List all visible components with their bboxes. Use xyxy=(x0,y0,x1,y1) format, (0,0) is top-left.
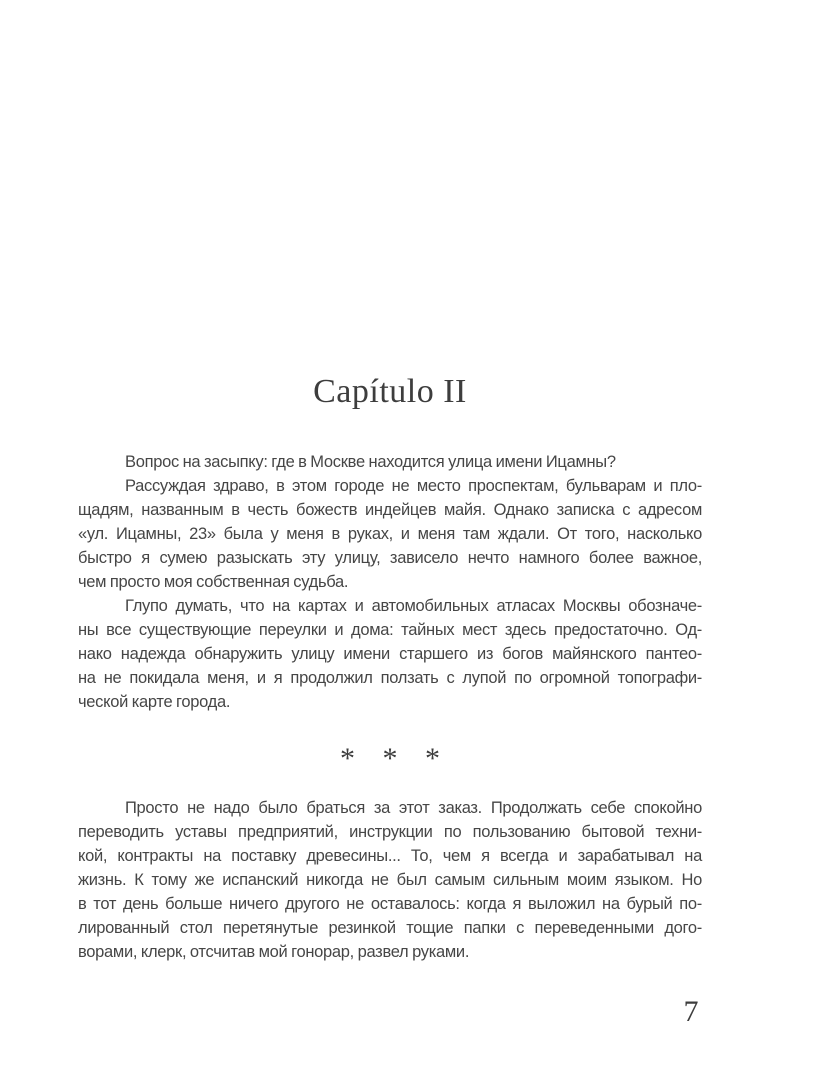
page-number: 7 xyxy=(683,995,699,1028)
body-text-section-after-separator xyxy=(78,796,702,964)
text-line: ворами, клерк, отсчитав мой гонорар, развел руками. xyxy=(78,943,470,961)
text-line: ны все существующие переулки и дома: тайных мест здесь предостаточно. Од- xyxy=(78,621,702,639)
text-line: Рассуждая здраво, в этом городе не место проспектам, бульварам и пло- xyxy=(125,477,702,495)
text-line: кой, контракты на поставку древесины... То, чем я всегда и зарабатывал на xyxy=(78,847,702,865)
section-separator-stars: * * * xyxy=(340,742,440,775)
text-line: жизнь. К тому же испанский никогда не был самым сильным моим языком. Но xyxy=(78,871,702,889)
body-text-section-before-separator xyxy=(78,450,702,714)
text-line: чем просто моя собственная судьба. xyxy=(78,573,349,591)
text-line: Глупо думать, что на картах и автомобильных атласах Москвы обозначе- xyxy=(125,597,702,615)
text-line: быстро я сумею разыскать эту улицу, зависело нечто намного более важное, xyxy=(78,549,702,567)
text-line: Вопрос на засыпку: где в Москве находится улица имени Ицамны? xyxy=(125,453,616,471)
text-line: Просто не надо было браться за этот заказ. Продолжать себе спокойно xyxy=(125,799,702,817)
chapter-title: Capítulo II xyxy=(313,373,467,410)
text-line: ческой карте города. xyxy=(78,693,231,711)
text-line: на не покидала меня, и я продолжил ползать с лупой по огромной топографи- xyxy=(78,669,702,687)
text-line: «ул. Ицамны, 23» была у меня в руках, и меня там ждали. От того, насколько xyxy=(78,525,702,543)
text-line: переводить уставы предприятий, инструкции по пользованию бытовой техни- xyxy=(78,823,702,841)
text-line: щадям, названным в честь божеств индейцев майя. Однако записка с адресом xyxy=(78,501,702,519)
text-line: в тот день больше ничего другого не оставалось: когда я выложил на бурый по- xyxy=(78,895,702,913)
text-line: нако надежда обнаружить улицу имени старшего из богов майянского пантео- xyxy=(78,645,702,663)
text-line: лированный стол перетянутые резинкой тощие папки с переведенными дого- xyxy=(78,919,702,937)
